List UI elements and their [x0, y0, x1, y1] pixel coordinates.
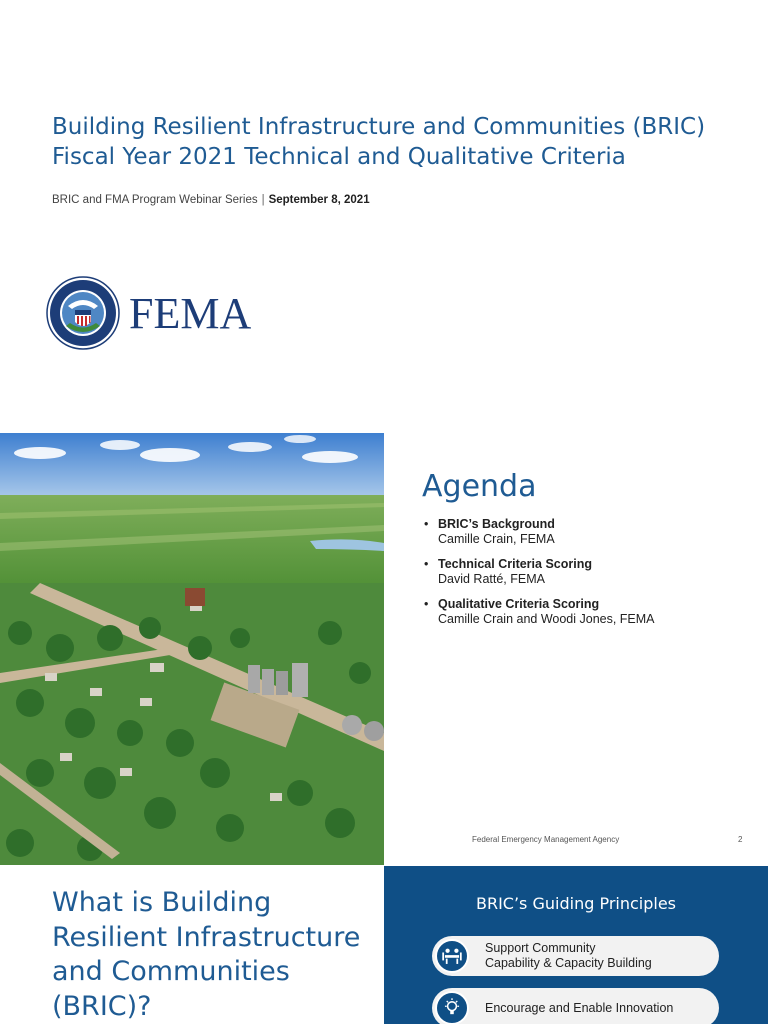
title-slide	[0, 0, 768, 432]
agenda-item-presenter: David Ratté, FEMA	[438, 572, 545, 586]
principles-title: BRIC’s Guiding Principles	[475, 894, 676, 913]
webinar-subtitle	[52, 194, 370, 206]
principle-label-line2: Capability & Capacity Building	[485, 956, 652, 970]
fema-logo-text: FEMA	[129, 289, 252, 338]
guiding-principles-panel	[384, 866, 768, 1024]
list-item	[424, 517, 754, 547]
agenda-item-title: Technical Criteria Scoring	[438, 557, 592, 571]
webinar-date: September 8, 2021	[268, 194, 370, 206]
slide-title	[52, 112, 752, 172]
agenda-list	[424, 517, 754, 637]
title-line-1: Building Resilient Infrastructure and Communities (BRIC)	[52, 114, 706, 140]
dhs-seal-icon	[46, 276, 120, 350]
agenda-item-title: Qualitative Criteria Scoring	[438, 597, 600, 611]
bullet-icon: •	[424, 517, 429, 531]
principle-pill	[432, 988, 719, 1024]
principle-label-line1: Support Community	[485, 941, 596, 955]
list-item	[424, 557, 754, 587]
agenda-item-presenter: Camille Crain and Woodi Jones, FEMA	[438, 612, 655, 626]
principle-pill	[432, 936, 719, 976]
principle-label: Encourage and Enable Innovation	[485, 1000, 674, 1015]
lightbulb-icon	[435, 991, 469, 1024]
series-name: BRIC and FMA Program Webinar Series	[52, 194, 258, 206]
list-item	[424, 597, 754, 627]
page-number: 2	[738, 835, 743, 844]
aerial-town-photo	[0, 433, 384, 865]
bullet-icon: •	[424, 597, 429, 611]
separator: |	[261, 194, 265, 206]
agenda-item-presenter: Camille Crain, FEMA	[438, 532, 555, 546]
bullet-icon: •	[424, 557, 429, 571]
agenda-item-title: BRIC’s Background	[438, 517, 555, 531]
principle-label	[485, 936, 652, 976]
slide-heading: What is Building Resilient Infrastructure and Communities (BRIC)?	[52, 887, 361, 1022]
slide-footer: Federal Emergency Management Agency	[472, 835, 620, 844]
title-line-2: Fiscal Year 2021 Technical and Qualitative Criteria	[52, 144, 626, 170]
agenda-title: Agenda	[422, 469, 537, 504]
agenda-slide	[0, 433, 768, 865]
bric-overview-slide	[0, 866, 768, 1024]
community-meeting-icon	[435, 939, 469, 973]
